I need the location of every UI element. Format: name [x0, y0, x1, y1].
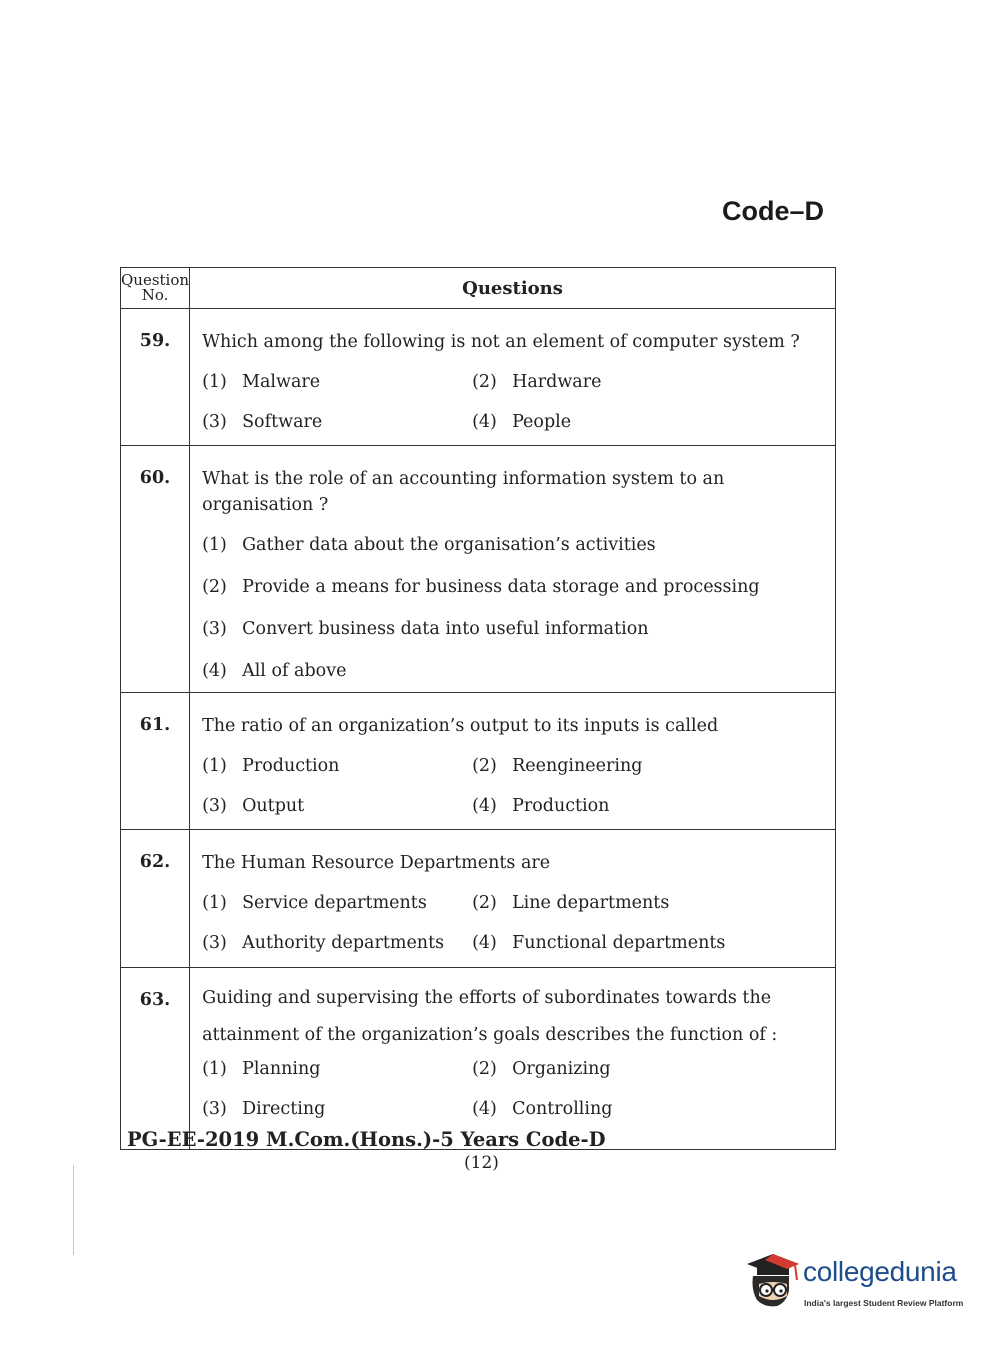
question-body — [190, 968, 836, 1150]
option: (1) Planning — [202, 1059, 321, 1079]
question-text: Guiding and supervising the efforts of subordinates towards the attainment of the organization’s goals describes the function of : — [202, 988, 778, 1045]
option: (2) Organizing — [472, 1059, 611, 1079]
option: (3) Output — [202, 796, 305, 816]
options — [202, 532, 835, 684]
option: (1) Gather data about the organisation’s activities — [202, 535, 656, 555]
option: (4) Functional departments — [472, 933, 726, 953]
logo-name: collegedunia — [803, 1256, 957, 1287]
page-number: (12) — [464, 1153, 499, 1173]
footer-title: PG-EE-2019 M.Com.(Hons.)-5 Years Code-D — [127, 1128, 606, 1151]
option: (1) Production — [202, 756, 340, 776]
option: (2) Line departments — [472, 893, 670, 913]
question-text: What is the role of an accounting information system to an organisation ? — [202, 469, 725, 515]
options — [202, 890, 835, 956]
question-number: 62. — [121, 830, 190, 968]
option: (1) Service departments — [202, 893, 427, 913]
question-table — [120, 267, 836, 1150]
collegedunia-logo — [743, 1250, 973, 1325]
questions-header: Questions — [190, 268, 836, 309]
option: (2) Provide a means for business data storage and processing — [202, 577, 760, 597]
option: (4) Production — [472, 796, 610, 816]
option: (4) All of above — [202, 661, 347, 681]
question-row-62 — [121, 830, 836, 968]
question-number-header: Question No. — [121, 268, 190, 309]
options — [202, 369, 835, 435]
option: (2) Reengineering — [472, 756, 643, 776]
question-row-60 — [121, 446, 836, 693]
question-text: The Human Resource Departments are — [202, 853, 551, 873]
question-body — [190, 830, 836, 968]
question-body — [190, 309, 836, 446]
question-row-59 — [121, 309, 836, 446]
option: (4) People — [472, 412, 572, 432]
question-text: Which among the following is not an element of computer system ? — [202, 332, 800, 352]
question-number: 61. — [121, 693, 190, 830]
option: (3) Software — [202, 412, 323, 432]
option: (4) Controlling — [472, 1099, 613, 1119]
mascot-icon — [743, 1250, 803, 1310]
question-number: 60. — [121, 446, 190, 693]
question-body — [190, 446, 836, 693]
question-row-63 — [121, 968, 836, 1150]
option: (3) Authority departments — [202, 933, 445, 953]
option: (3) Convert business data into useful information — [202, 619, 649, 639]
question-text: The ratio of an organization’s output to its inputs is called — [202, 716, 719, 736]
question-number: 59. — [121, 309, 190, 446]
table-header-row — [121, 268, 836, 309]
option: (2) Hardware — [472, 372, 602, 392]
code-label: Code–D — [722, 196, 825, 226]
options — [202, 1056, 835, 1122]
question-row-61 — [121, 693, 836, 830]
options — [202, 753, 835, 819]
option: (1) Malware — [202, 372, 321, 392]
option: (3) Directing — [202, 1099, 326, 1119]
question-number: 63. — [121, 968, 190, 1150]
question-body — [190, 693, 836, 830]
scan-artifact-line — [73, 1165, 74, 1255]
logo-tagline: India's largest Student Review Platform — [804, 1298, 964, 1308]
